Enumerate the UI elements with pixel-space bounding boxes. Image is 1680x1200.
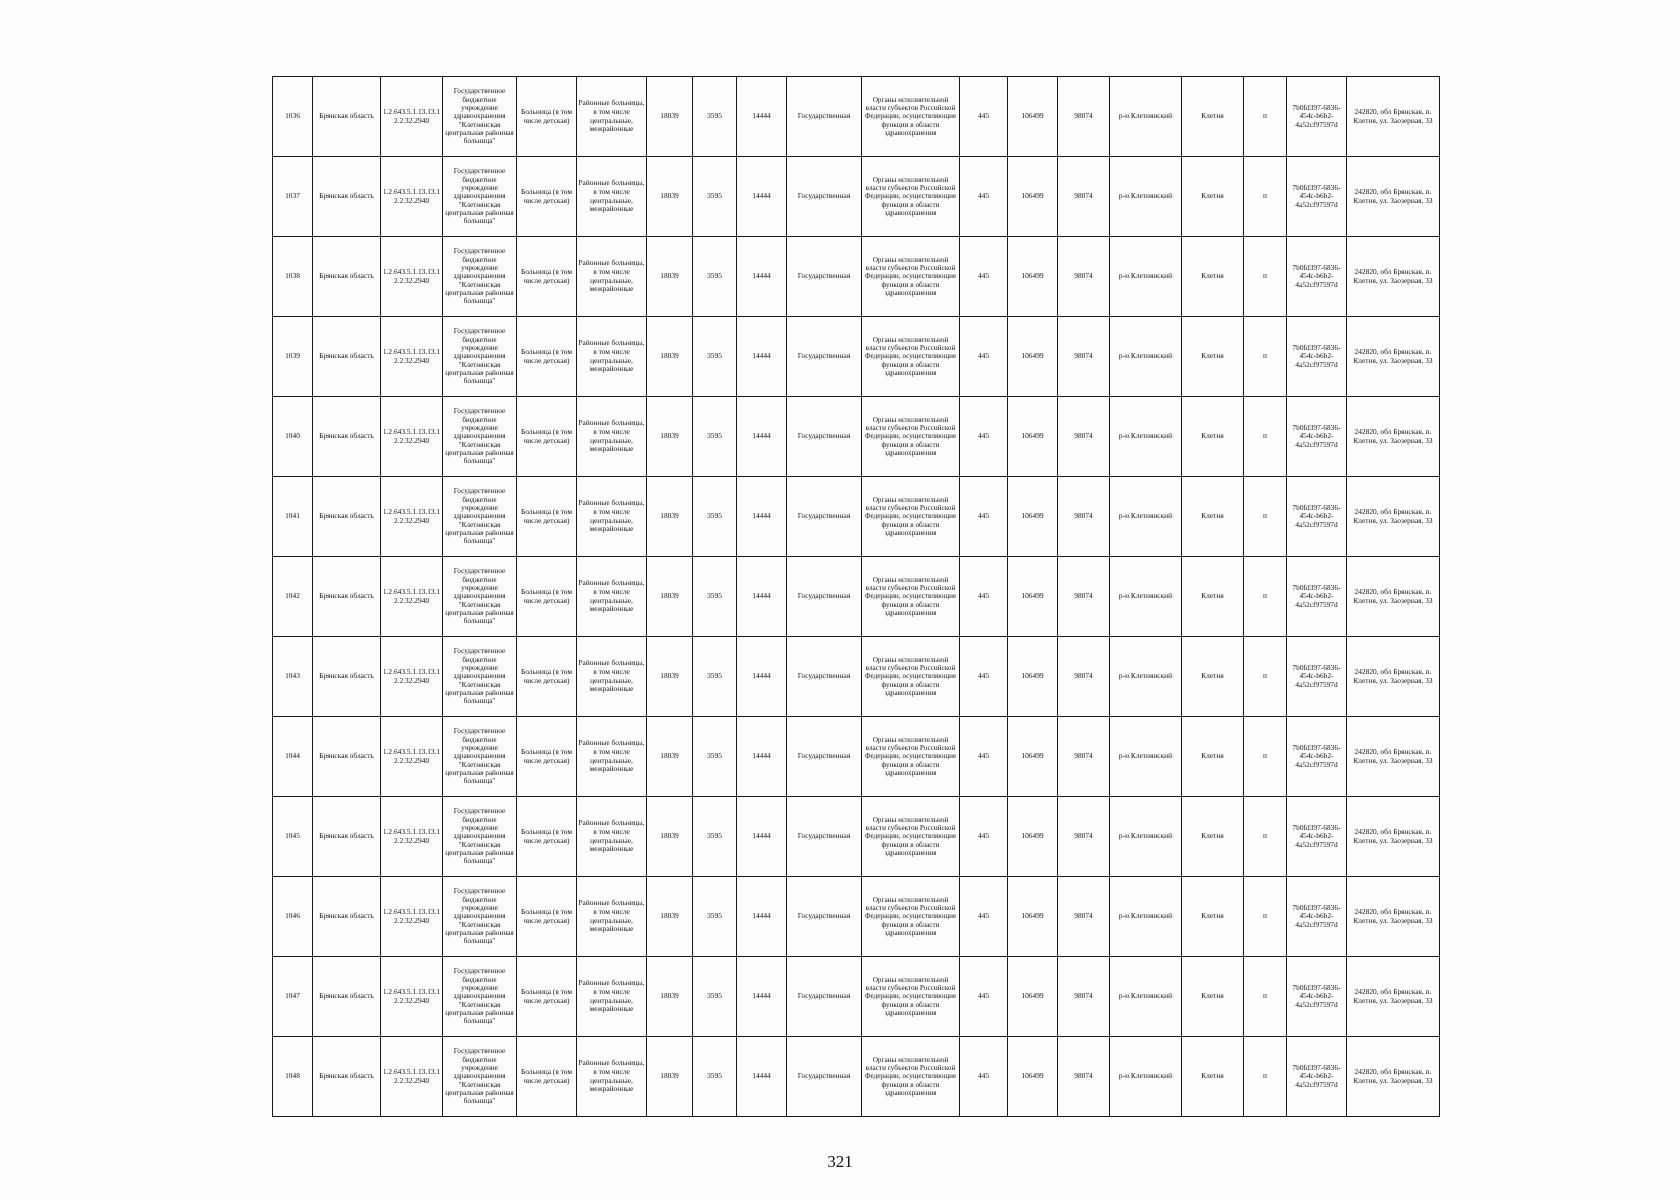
value-2-cell: 3595: [693, 877, 737, 957]
facility-type-cell: Больница (в том числе детская): [517, 1037, 577, 1117]
locality-cell: Клетня: [1182, 557, 1244, 637]
oid-code-cell: 1.2.643.5.1.13.13.12.2.32.2940: [381, 397, 443, 477]
table-row: [273, 637, 1440, 717]
value-6-cell: 98074: [1058, 397, 1110, 477]
value-4-cell: 445: [960, 397, 1008, 477]
guid-cell: 7b0fd397-6836-454c-b6b2-4a52cf97597d: [1287, 557, 1347, 637]
authority-cell: Органы исполнительной власти субъектов Российской Федерации, осуществляющие функции в области здравоохранения: [862, 877, 960, 957]
facility-category-cell: Районные больницы, в том числе центральные, межрайонные: [577, 397, 647, 477]
value-2-cell: 3595: [693, 957, 737, 1037]
settlement-type-cell: п: [1244, 637, 1287, 717]
facility-category-cell: Районные больницы, в том числе центральные, межрайонные: [577, 237, 647, 317]
value-6-cell: 98074: [1058, 797, 1110, 877]
row-number-cell: 1048: [273, 1037, 313, 1117]
value-2-cell: 3595: [693, 237, 737, 317]
value-4-cell: 445: [960, 717, 1008, 797]
facility-category-cell: Районные больницы, в том числе центральные, межрайонные: [577, 317, 647, 397]
ownership-cell: Государственная: [787, 877, 862, 957]
settlement-type-cell: п: [1244, 957, 1287, 1037]
value-5-cell: 106499: [1008, 237, 1058, 317]
address-cell: 242820, обл Брянская, п. Клетня, ул. Заозерная, 33: [1347, 717, 1440, 797]
value-4-cell: 445: [960, 1037, 1008, 1117]
settlement-type-cell: п: [1244, 317, 1287, 397]
locality-cell: Клетня: [1182, 717, 1244, 797]
address-cell: 242820, обл Брянская, п. Клетня, ул. Заозерная, 33: [1347, 237, 1440, 317]
settlement-type-cell: п: [1244, 77, 1287, 157]
authority-cell: Органы исполнительной власти субъектов Российской Федерации, осуществляющие функции в области здравоохранения: [862, 397, 960, 477]
ownership-cell: Государственная: [787, 77, 862, 157]
value-6-cell: 98074: [1058, 237, 1110, 317]
organization-name-cell: Государственное бюджетное учреждение здравоохранения "Клетнянская центральная районная больница": [443, 877, 517, 957]
settlement-type-cell: п: [1244, 1037, 1287, 1117]
oid-code-cell: 1.2.643.5.1.13.13.12.2.32.2940: [381, 1037, 443, 1117]
value-4-cell: 445: [960, 77, 1008, 157]
ownership-cell: Государственная: [787, 557, 862, 637]
address-cell: 242820, обл Брянская, п. Клетня, ул. Заозерная, 33: [1347, 637, 1440, 717]
value-2-cell: 3595: [693, 317, 737, 397]
value-1-cell: 18039: [647, 797, 693, 877]
value-4-cell: 445: [960, 477, 1008, 557]
value-5-cell: 106499: [1008, 77, 1058, 157]
value-3-cell: 14444: [737, 397, 787, 477]
region-cell: Брянская область: [313, 797, 381, 877]
settlement-type-cell: п: [1244, 557, 1287, 637]
address-cell: 242820, обл Брянская, п. Клетня, ул. Заозерная, 33: [1347, 477, 1440, 557]
ownership-cell: Государственная: [787, 157, 862, 237]
guid-cell: 7b0fd397-6836-454c-b6b2-4a52cf97597d: [1287, 477, 1347, 557]
oid-code-cell: 1.2.643.5.1.13.13.12.2.32.2940: [381, 77, 443, 157]
row-number-cell: 1036: [273, 77, 313, 157]
value-1-cell: 18039: [647, 477, 693, 557]
row-number-cell: 1047: [273, 957, 313, 1037]
row-number-cell: 1040: [273, 397, 313, 477]
district-cell: р-н Клетнянский: [1110, 557, 1182, 637]
value-2-cell: 3595: [693, 77, 737, 157]
value-2-cell: 3595: [693, 157, 737, 237]
authority-cell: Органы исполнительной власти субъектов Российской Федерации, осуществляющие функции в области здравоохранения: [862, 317, 960, 397]
value-3-cell: 14444: [737, 637, 787, 717]
oid-code-cell: 1.2.643.5.1.13.13.12.2.32.2940: [381, 717, 443, 797]
facility-category-cell: Районные больницы, в том числе центральные, межрайонные: [577, 157, 647, 237]
region-cell: Брянская область: [313, 957, 381, 1037]
settlement-type-cell: п: [1244, 237, 1287, 317]
organization-name-cell: Государственное бюджетное учреждение здравоохранения "Клетнянская центральная районная больница": [443, 797, 517, 877]
region-cell: Брянская область: [313, 1037, 381, 1117]
authority-cell: Органы исполнительной власти субъектов Российской Федерации, осуществляющие функции в области здравоохранения: [862, 637, 960, 717]
oid-code-cell: 1.2.643.5.1.13.13.12.2.32.2940: [381, 877, 443, 957]
authority-cell: Органы исполнительной власти субъектов Российской Федерации, осуществляющие функции в области здравоохранения: [862, 237, 960, 317]
oid-code-cell: 1.2.643.5.1.13.13.12.2.32.2940: [381, 477, 443, 557]
region-cell: Брянская область: [313, 877, 381, 957]
table-row: [273, 157, 1440, 237]
row-number-cell: 1039: [273, 317, 313, 397]
district-cell: р-н Клетнянский: [1110, 317, 1182, 397]
authority-cell: Органы исполнительной власти субъектов Российской Федерации, осуществляющие функции в области здравоохранения: [862, 1037, 960, 1117]
table-row: [273, 397, 1440, 477]
value-1-cell: 18039: [647, 717, 693, 797]
table-row: [273, 797, 1440, 877]
table-row: [273, 237, 1440, 317]
guid-cell: 7b0fd397-6836-454c-b6b2-4a52cf97597d: [1287, 877, 1347, 957]
value-4-cell: 445: [960, 957, 1008, 1037]
value-5-cell: 106499: [1008, 157, 1058, 237]
ownership-cell: Государственная: [787, 1037, 862, 1117]
address-cell: 242820, обл Брянская, п. Клетня, ул. Заозерная, 33: [1347, 157, 1440, 237]
value-6-cell: 98074: [1058, 557, 1110, 637]
facility-type-cell: Больница (в том числе детская): [517, 397, 577, 477]
value-4-cell: 445: [960, 877, 1008, 957]
ownership-cell: Государственная: [787, 637, 862, 717]
value-1-cell: 18039: [647, 637, 693, 717]
value-2-cell: 3595: [693, 637, 737, 717]
facility-category-cell: Районные больницы, в том числе центральные, межрайонные: [577, 637, 647, 717]
value-6-cell: 98074: [1058, 477, 1110, 557]
locality-cell: Клетня: [1182, 477, 1244, 557]
value-2-cell: 3595: [693, 797, 737, 877]
value-4-cell: 445: [960, 317, 1008, 397]
value-2-cell: 3595: [693, 397, 737, 477]
facility-type-cell: Больница (в том числе детская): [517, 317, 577, 397]
district-cell: р-н Клетнянский: [1110, 717, 1182, 797]
oid-code-cell: 1.2.643.5.1.13.13.12.2.32.2940: [381, 557, 443, 637]
value-1-cell: 18039: [647, 1037, 693, 1117]
value-1-cell: 18039: [647, 957, 693, 1037]
row-number-cell: 1043: [273, 637, 313, 717]
value-6-cell: 98074: [1058, 957, 1110, 1037]
value-3-cell: 14444: [737, 237, 787, 317]
row-number-cell: 1041: [273, 477, 313, 557]
value-2-cell: 3595: [693, 1037, 737, 1117]
authority-cell: Органы исполнительной власти субъектов Российской Федерации, осуществляющие функции в области здравоохранения: [862, 797, 960, 877]
value-3-cell: 14444: [737, 317, 787, 397]
value-1-cell: 18039: [647, 877, 693, 957]
facility-type-cell: Больница (в том числе детская): [517, 877, 577, 957]
oid-code-cell: 1.2.643.5.1.13.13.12.2.32.2940: [381, 957, 443, 1037]
value-6-cell: 98074: [1058, 637, 1110, 717]
guid-cell: 7b0fd397-6836-454c-b6b2-4a52cf97597d: [1287, 637, 1347, 717]
region-cell: Брянская область: [313, 77, 381, 157]
district-cell: р-н Клетнянский: [1110, 477, 1182, 557]
oid-code-cell: 1.2.643.5.1.13.13.12.2.32.2940: [381, 637, 443, 717]
value-5-cell: 106499: [1008, 717, 1058, 797]
value-2-cell: 3595: [693, 477, 737, 557]
value-5-cell: 106499: [1008, 317, 1058, 397]
address-cell: 242820, обл Брянская, п. Клетня, ул. Заозерная, 33: [1347, 797, 1440, 877]
organization-name-cell: Государственное бюджетное учреждение здравоохранения "Клетнянская центральная районная больница": [443, 637, 517, 717]
region-cell: Брянская область: [313, 637, 381, 717]
table-row: [273, 957, 1440, 1037]
locality-cell: Клетня: [1182, 877, 1244, 957]
authority-cell: Органы исполнительной власти субъектов Российской Федерации, осуществляющие функции в области здравоохранения: [862, 717, 960, 797]
value-4-cell: 445: [960, 637, 1008, 717]
address-cell: 242820, обл Брянская, п. Клетня, ул. Заозерная, 33: [1347, 317, 1440, 397]
value-3-cell: 14444: [737, 1037, 787, 1117]
table-row: [273, 557, 1440, 637]
oid-code-cell: 1.2.643.5.1.13.13.12.2.32.2940: [381, 797, 443, 877]
settlement-type-cell: п: [1244, 477, 1287, 557]
region-cell: Брянская область: [313, 717, 381, 797]
value-5-cell: 106499: [1008, 397, 1058, 477]
facility-type-cell: Больница (в том числе детская): [517, 957, 577, 1037]
table-row: [273, 877, 1440, 957]
value-4-cell: 445: [960, 557, 1008, 637]
value-4-cell: 445: [960, 157, 1008, 237]
organization-name-cell: Государственное бюджетное учреждение здравоохранения "Клетнянская центральная районная больница": [443, 557, 517, 637]
district-cell: р-н Клетнянский: [1110, 637, 1182, 717]
organization-name-cell: Государственное бюджетное учреждение здравоохранения "Клетнянская центральная районная больница": [443, 157, 517, 237]
value-6-cell: 98074: [1058, 1037, 1110, 1117]
value-1-cell: 18039: [647, 157, 693, 237]
table-row: [273, 317, 1440, 397]
organization-name-cell: Государственное бюджетное учреждение здравоохранения "Клетнянская центральная районная больница": [443, 237, 517, 317]
oid-code-cell: 1.2.643.5.1.13.13.12.2.32.2940: [381, 237, 443, 317]
value-6-cell: 98074: [1058, 877, 1110, 957]
facility-type-cell: Больница (в том числе детская): [517, 477, 577, 557]
organization-name-cell: Государственное бюджетное учреждение здравоохранения "Клетнянская центральная районная больница": [443, 317, 517, 397]
facility-category-cell: Районные больницы, в том числе центральные, межрайонные: [577, 717, 647, 797]
value-6-cell: 98074: [1058, 77, 1110, 157]
ownership-cell: Государственная: [787, 717, 862, 797]
value-3-cell: 14444: [737, 877, 787, 957]
ownership-cell: Государственная: [787, 237, 862, 317]
locality-cell: Клетня: [1182, 637, 1244, 717]
locality-cell: Клетня: [1182, 237, 1244, 317]
value-6-cell: 98074: [1058, 717, 1110, 797]
address-cell: 242820, обл Брянская, п. Клетня, ул. Заозерная, 33: [1347, 1037, 1440, 1117]
facility-type-cell: Больница (в том числе детская): [517, 557, 577, 637]
value-1-cell: 18039: [647, 317, 693, 397]
locality-cell: Клетня: [1182, 797, 1244, 877]
value-6-cell: 98074: [1058, 317, 1110, 397]
value-1-cell: 18039: [647, 77, 693, 157]
district-cell: р-н Клетнянский: [1110, 237, 1182, 317]
facility-category-cell: Районные больницы, в том числе центральные, межрайонные: [577, 77, 647, 157]
ownership-cell: Государственная: [787, 317, 862, 397]
organization-name-cell: Государственное бюджетное учреждение здравоохранения "Клетнянская центральная районная больница": [443, 397, 517, 477]
facility-category-cell: Районные больницы, в том числе центральные, межрайонные: [577, 957, 647, 1037]
district-cell: р-н Клетнянский: [1110, 877, 1182, 957]
oid-code-cell: 1.2.643.5.1.13.13.12.2.32.2940: [381, 157, 443, 237]
ownership-cell: Государственная: [787, 957, 862, 1037]
value-2-cell: 3595: [693, 557, 737, 637]
value-4-cell: 445: [960, 797, 1008, 877]
value-3-cell: 14444: [737, 797, 787, 877]
guid-cell: 7b0fd397-6836-454c-b6b2-4a52cf97597d: [1287, 957, 1347, 1037]
facility-type-cell: Больница (в том числе детская): [517, 637, 577, 717]
address-cell: 242820, обл Брянская, п. Клетня, ул. Заозерная, 33: [1347, 957, 1440, 1037]
region-cell: Брянская область: [313, 557, 381, 637]
guid-cell: 7b0fd397-6836-454c-b6b2-4a52cf97597d: [1287, 157, 1347, 237]
district-cell: р-н Клетнянский: [1110, 797, 1182, 877]
locality-cell: Клетня: [1182, 157, 1244, 237]
district-cell: р-н Клетнянский: [1110, 397, 1182, 477]
authority-cell: Органы исполнительной власти субъектов Российской Федерации, осуществляющие функции в области здравоохранения: [862, 957, 960, 1037]
settlement-type-cell: п: [1244, 717, 1287, 797]
row-number-cell: 1045: [273, 797, 313, 877]
authority-cell: Органы исполнительной власти субъектов Российской Федерации, осуществляющие функции в области здравоохранения: [862, 557, 960, 637]
value-4-cell: 445: [960, 237, 1008, 317]
district-cell: р-н Клетнянский: [1110, 1037, 1182, 1117]
table-row: [273, 1037, 1440, 1117]
organization-name-cell: Государственное бюджетное учреждение здравоохранения "Клетнянская центральная районная больница": [443, 477, 517, 557]
locality-cell: Клетня: [1182, 957, 1244, 1037]
facility-category-cell: Районные больницы, в том числе центральные, межрайонные: [577, 797, 647, 877]
facility-type-cell: Больница (в том числе детская): [517, 157, 577, 237]
row-number-cell: 1037: [273, 157, 313, 237]
facility-type-cell: Больница (в том числе детская): [517, 237, 577, 317]
value-5-cell: 106499: [1008, 957, 1058, 1037]
facility-type-cell: Больница (в том числе детская): [517, 717, 577, 797]
guid-cell: 7b0fd397-6836-454c-b6b2-4a52cf97597d: [1287, 397, 1347, 477]
value-3-cell: 14444: [737, 717, 787, 797]
value-3-cell: 14444: [737, 477, 787, 557]
value-3-cell: 14444: [737, 77, 787, 157]
settlement-type-cell: п: [1244, 877, 1287, 957]
facility-category-cell: Районные больницы, в том числе центральные, межрайонные: [577, 557, 647, 637]
value-1-cell: 18039: [647, 557, 693, 637]
facility-category-cell: Районные больницы, в том числе центральные, межрайонные: [577, 1037, 647, 1117]
region-cell: Брянская область: [313, 157, 381, 237]
settlement-type-cell: п: [1244, 157, 1287, 237]
value-3-cell: 14444: [737, 957, 787, 1037]
ownership-cell: Государственная: [787, 397, 862, 477]
value-1-cell: 18039: [647, 237, 693, 317]
guid-cell: 7b0fd397-6836-454c-b6b2-4a52cf97597d: [1287, 237, 1347, 317]
address-cell: 242820, обл Брянская, п. Клетня, ул. Заозерная, 33: [1347, 557, 1440, 637]
organization-name-cell: Государственное бюджетное учреждение здравоохранения "Клетнянская центральная районная больница": [443, 77, 517, 157]
row-number-cell: 1044: [273, 717, 313, 797]
district-cell: р-н Клетнянский: [1110, 157, 1182, 237]
value-5-cell: 106499: [1008, 557, 1058, 637]
guid-cell: 7b0fd397-6836-454c-b6b2-4a52cf97597d: [1287, 717, 1347, 797]
guid-cell: 7b0fd397-6836-454c-b6b2-4a52cf97597d: [1287, 77, 1347, 157]
district-cell: р-н Клетнянский: [1110, 957, 1182, 1037]
table-row: [273, 77, 1440, 157]
value-2-cell: 3595: [693, 717, 737, 797]
value-5-cell: 106499: [1008, 1037, 1058, 1117]
address-cell: 242820, обл Брянская, п. Клетня, ул. Заозерная, 33: [1347, 397, 1440, 477]
table-row: [273, 717, 1440, 797]
locality-cell: Клетня: [1182, 317, 1244, 397]
facility-category-cell: Районные больницы, в том числе центральные, межрайонные: [577, 877, 647, 957]
guid-cell: 7b0fd397-6836-454c-b6b2-4a52cf97597d: [1287, 1037, 1347, 1117]
value-3-cell: 14444: [737, 157, 787, 237]
organization-name-cell: Государственное бюджетное учреждение здравоохранения "Клетнянская центральная районная больница": [443, 717, 517, 797]
organization-name-cell: Государственное бюджетное учреждение здравоохранения "Клетнянская центральная районная больница": [443, 957, 517, 1037]
facility-type-cell: Больница (в том числе детская): [517, 77, 577, 157]
ownership-cell: Государственная: [787, 797, 862, 877]
locality-cell: Клетня: [1182, 77, 1244, 157]
region-cell: Брянская область: [313, 477, 381, 557]
value-5-cell: 106499: [1008, 877, 1058, 957]
guid-cell: 7b0fd397-6836-454c-b6b2-4a52cf97597d: [1287, 317, 1347, 397]
authority-cell: Органы исполнительной власти субъектов Российской Федерации, осуществляющие функции в области здравоохранения: [862, 477, 960, 557]
value-6-cell: 98074: [1058, 157, 1110, 237]
table-row: [273, 477, 1440, 557]
address-cell: 242820, обл Брянская, п. Клетня, ул. Заозерная, 33: [1347, 77, 1440, 157]
organization-name-cell: Государственное бюджетное учреждение здравоохранения "Клетнянская центральная районная больница": [443, 1037, 517, 1117]
facility-type-cell: Больница (в том числе детская): [517, 797, 577, 877]
authority-cell: Органы исполнительной власти субъектов Российской Федерации, осуществляющие функции в области здравоохранения: [862, 77, 960, 157]
row-number-cell: 1038: [273, 237, 313, 317]
guid-cell: 7b0fd397-6836-454c-b6b2-4a52cf97597d: [1287, 797, 1347, 877]
value-5-cell: 106499: [1008, 637, 1058, 717]
value-5-cell: 106499: [1008, 797, 1058, 877]
region-cell: Брянская область: [313, 237, 381, 317]
oid-code-cell: 1.2.643.5.1.13.13.12.2.32.2940: [381, 317, 443, 397]
value-1-cell: 18039: [647, 397, 693, 477]
locality-cell: Клетня: [1182, 397, 1244, 477]
ownership-cell: Государственная: [787, 477, 862, 557]
region-cell: Брянская область: [313, 317, 381, 397]
registry-table: [272, 76, 1440, 1117]
page-number: 321: [827, 1152, 853, 1171]
value-5-cell: 106499: [1008, 477, 1058, 557]
settlement-type-cell: п: [1244, 797, 1287, 877]
settlement-type-cell: п: [1244, 397, 1287, 477]
row-number-cell: 1042: [273, 557, 313, 637]
facility-category-cell: Районные больницы, в том числе центральные, межрайонные: [577, 477, 647, 557]
region-cell: Брянская область: [313, 397, 381, 477]
authority-cell: Органы исполнительной власти субъектов Российской Федерации, осуществляющие функции в области здравоохранения: [862, 157, 960, 237]
registry-table-body: [273, 77, 1440, 1117]
district-cell: р-н Клетнянский: [1110, 77, 1182, 157]
row-number-cell: 1046: [273, 877, 313, 957]
value-3-cell: 14444: [737, 557, 787, 637]
address-cell: 242820, обл Брянская, п. Клетня, ул. Заозерная, 33: [1347, 877, 1440, 957]
locality-cell: Клетня: [1182, 1037, 1244, 1117]
